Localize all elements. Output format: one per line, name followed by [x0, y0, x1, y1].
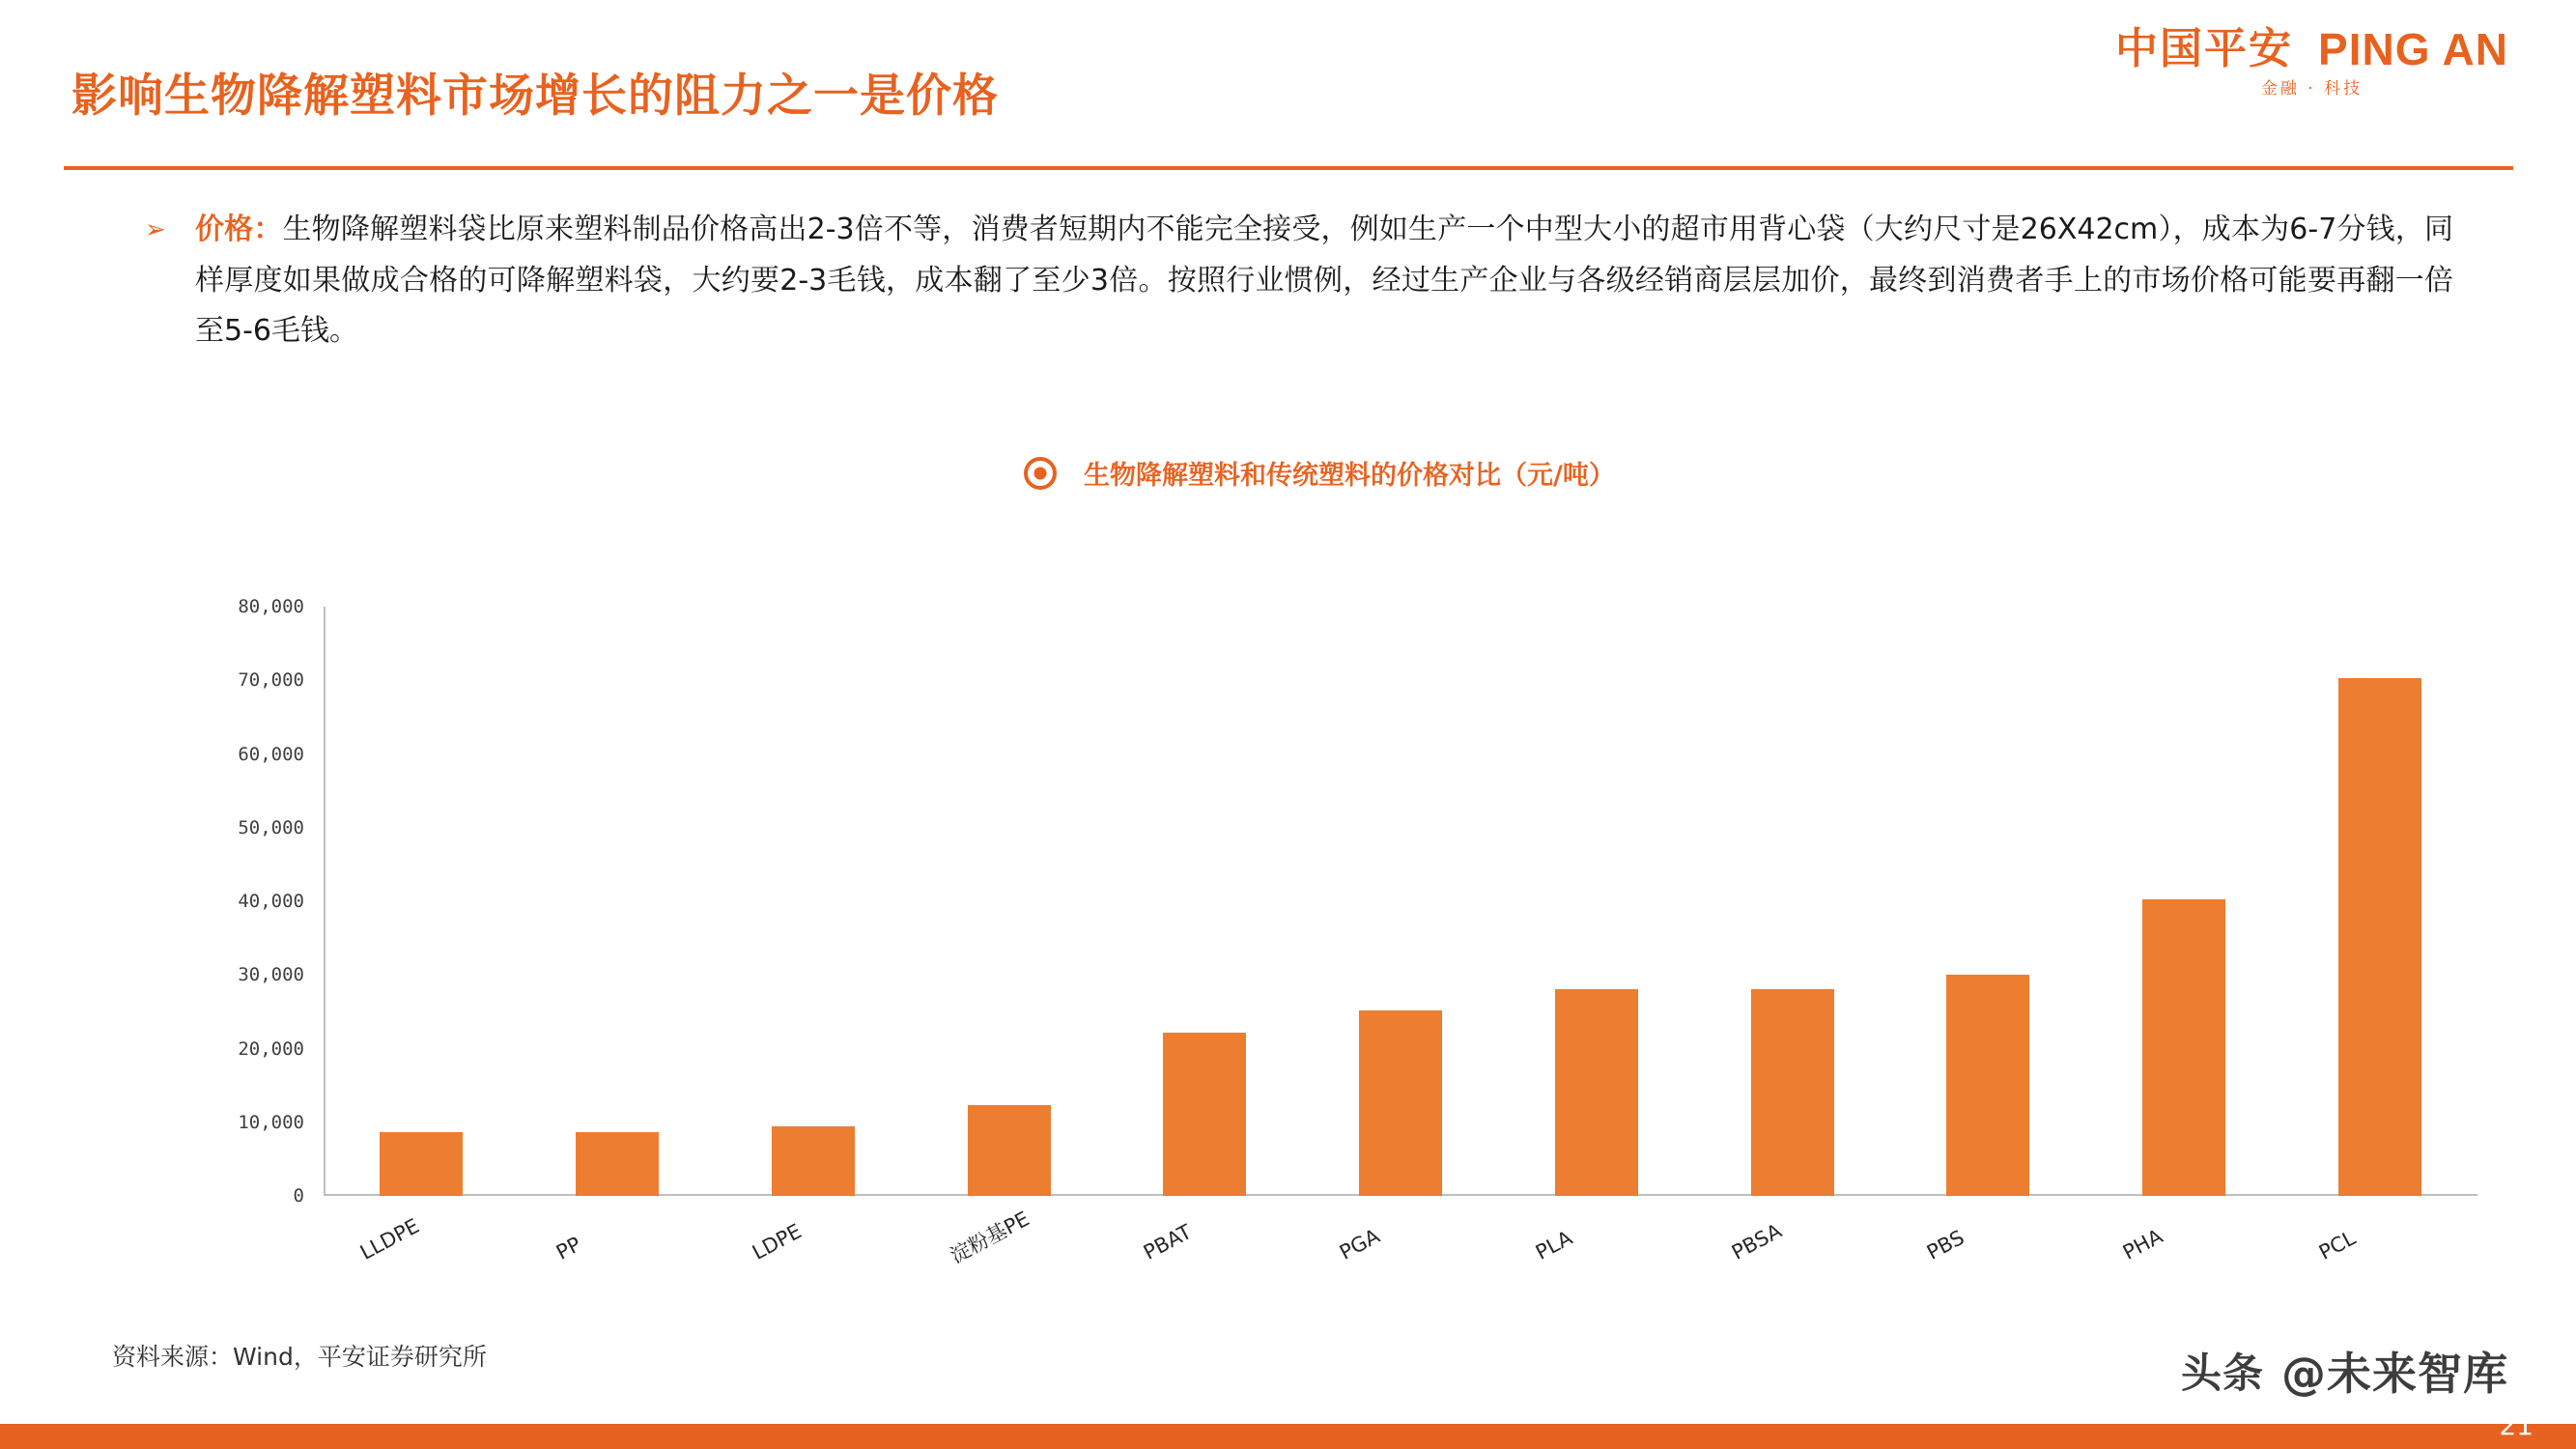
y-axis-tick: 0 — [293, 1185, 304, 1207]
bar-slot — [1694, 607, 1890, 1196]
x-axis-tick: PGA — [1335, 1224, 1384, 1264]
x-axis-tick: 淀粉基PE — [946, 1207, 1033, 1268]
x-axis-tick: PBAT — [1140, 1219, 1196, 1264]
x-axis-tick: LLDPE — [356, 1213, 424, 1264]
paragraph-lead-label: 价格： — [195, 213, 283, 246]
y-axis-tick: 10,000 — [238, 1111, 304, 1133]
bar-PHA — [2142, 899, 2225, 1196]
bar-slot — [911, 607, 1107, 1196]
watermark-text: @未来智库 — [2281, 1348, 2508, 1400]
x-axis-tick-labels — [324, 1204, 2477, 1310]
chart-caption-label: 生物降解塑料和传统塑料的价格对比（元/吨） — [1084, 461, 1615, 491]
x-axis-slot — [1303, 1204, 1499, 1310]
bullet-circle-icon — [1024, 457, 1057, 490]
bar-slot — [324, 607, 520, 1196]
bar-PP — [576, 1132, 659, 1196]
bar-PLA — [1555, 989, 1638, 1196]
bar-PBS — [1946, 975, 2029, 1197]
bar-slot — [520, 607, 716, 1196]
x-axis-tick: PHA — [2118, 1224, 2166, 1264]
watermark-logo: 头条 — [2180, 1350, 2264, 1397]
y-axis-tick: 70,000 — [238, 669, 304, 692]
title-divider — [64, 166, 2513, 170]
bar-slot — [1107, 607, 1303, 1196]
y-axis-tick: 80,000 — [238, 596, 304, 617]
x-axis-slot — [715, 1204, 911, 1310]
page-number: 21 — [2499, 1409, 2534, 1441]
y-axis-tick-labels — [106, 596, 304, 1207]
paragraph-text: 生物降解塑料袋比原来塑料制品价格高出2-3倍不等，消费者短期内不能完全接受，例如生产一个中型大小的超市用背心袋（大约尺寸是26X42cm），成本为6-7分钱，同样厚度如果做成合格的可降解塑料袋，大约要2-3毛钱，成本翻了至少3倍。按照行业惯例，经过生产企业与各级经销商层层加价，最终到消费者手上的市场价格可能要再翻一倍至5-6毛钱。 — [195, 213, 2453, 348]
bar-slot — [2086, 607, 2282, 1196]
page-title: 影响生物降解塑料市场增长的阻力之一是价格 — [71, 70, 999, 123]
x-axis-slot — [1694, 1204, 1890, 1310]
footer-bar — [0, 1424, 2576, 1449]
y-axis-tick: 50,000 — [238, 816, 304, 838]
chart-caption — [1024, 454, 1615, 492]
price-comparison-bar-chart — [106, 580, 2424, 1275]
x-axis-slot — [520, 1204, 716, 1310]
bar-PCL — [2338, 678, 2421, 1196]
x-axis-slot — [2086, 1204, 2282, 1310]
body-paragraph — [195, 205, 2453, 357]
bar-slot — [2281, 607, 2477, 1196]
y-axis-tick: 20,000 — [238, 1037, 304, 1060]
logo-subtitle: 金融 · 科技 — [2260, 79, 2364, 99]
bar-PBAT — [1163, 1033, 1246, 1196]
y-axis-tick: 30,000 — [238, 964, 304, 986]
watermark — [2181, 1339, 2508, 1403]
bar-slot — [1890, 607, 2086, 1196]
x-axis-tick: LDPE — [748, 1219, 806, 1264]
y-axis-tick: 40,000 — [238, 891, 304, 912]
logo-chinese-text: 中国平安 — [2115, 24, 2294, 73]
x-axis-slot — [1498, 1204, 1694, 1310]
y-axis-tick: 60,000 — [238, 743, 304, 765]
x-axis-slot — [1890, 1204, 2086, 1310]
x-axis-tick: PLA — [1531, 1226, 1576, 1264]
x-axis-tick: PBSA — [1727, 1218, 1786, 1264]
x-axis-slot — [1107, 1204, 1303, 1310]
bar-LLDPE — [380, 1132, 463, 1196]
body-paragraph-block — [145, 205, 2453, 357]
source-note: 资料来源：Wind，平安证券研究所 — [112, 1343, 487, 1371]
x-axis-slot — [2281, 1204, 2477, 1310]
bar-PGA — [1359, 1010, 1442, 1196]
bar-series — [324, 607, 2477, 1196]
x-axis-tick: PP — [552, 1232, 585, 1264]
bar-淀粉基PE — [968, 1105, 1051, 1196]
x-axis-slot — [324, 1204, 520, 1310]
x-axis-tick: PBS — [1923, 1225, 1968, 1264]
bar-slot — [1303, 607, 1499, 1196]
bar-LDPE — [772, 1126, 855, 1196]
x-axis-slot — [911, 1204, 1107, 1310]
bullet-arrow-icon: ➢ — [145, 214, 166, 243]
bar-PBSA — [1751, 989, 1834, 1196]
logo-english-text: PING AN — [2318, 24, 2508, 74]
pingan-logo — [2115, 24, 2508, 99]
logo-row — [2115, 24, 2508, 74]
bar-slot — [715, 607, 911, 1196]
bar-slot — [1498, 607, 1694, 1196]
x-axis-tick: PCL — [2314, 1226, 2360, 1264]
